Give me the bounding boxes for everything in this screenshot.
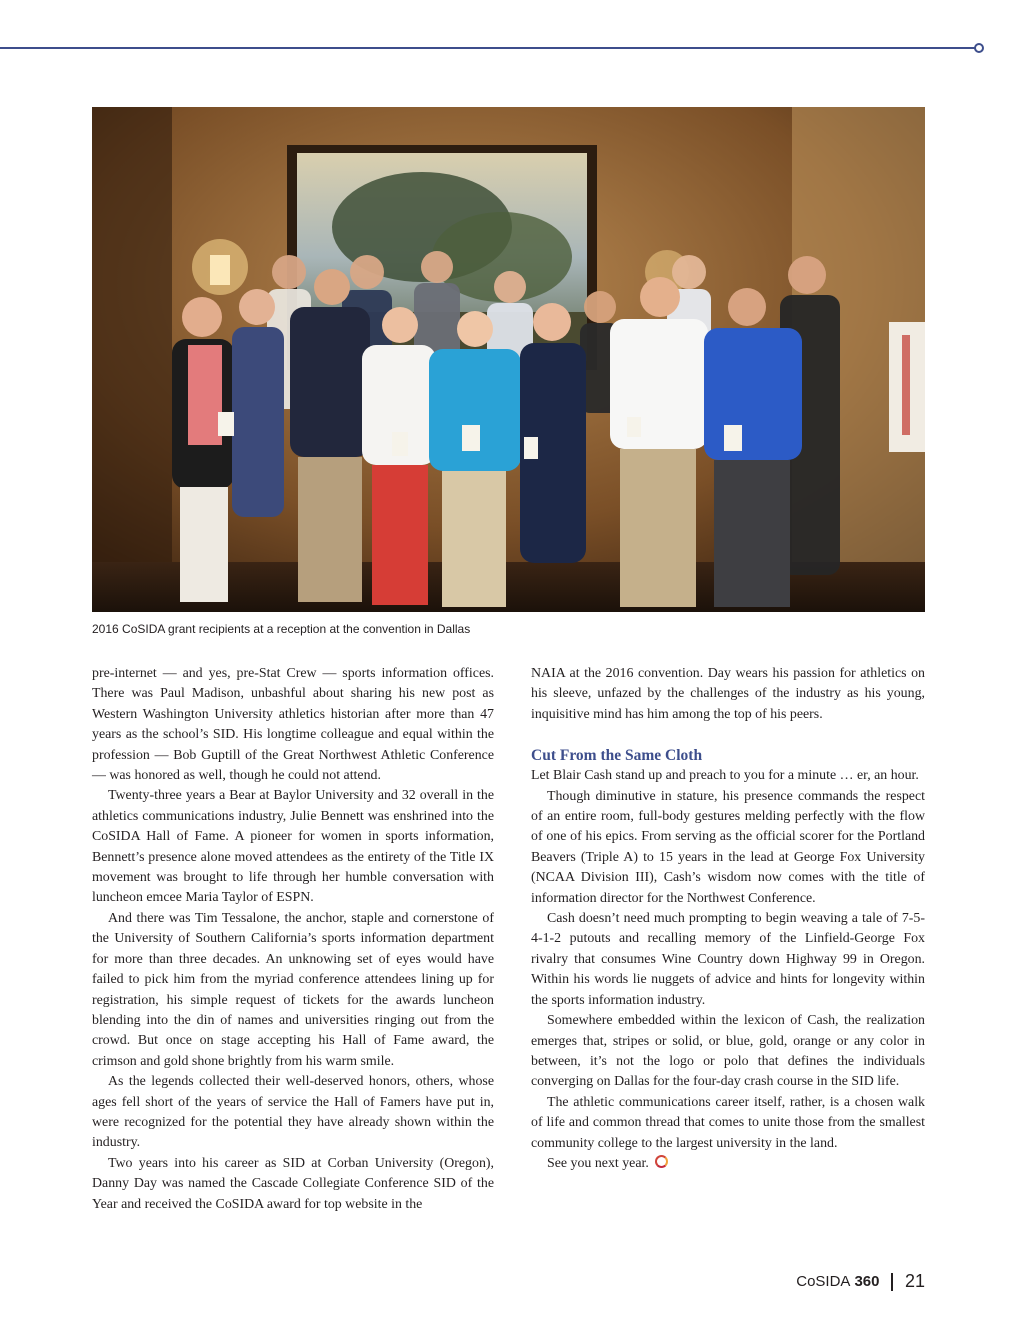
- right-intro-paragraph: NAIA at the 2016 convention. Day wears his passion for athletics on his sleeve, unfazed by the challenges of the industry as his young, inquisitive mind has him among the top of his peers.: [531, 666, 925, 722]
- footer-brand: CoSIDA: [796, 1273, 851, 1290]
- closing-text: See you next year.: [547, 1155, 649, 1171]
- footer-separator: [891, 1273, 893, 1291]
- right-paragraph-3: Cash doesn’t need much prompting to begin weaving a tale of 7-5-4-1-2 putouts and recalling memory of the Linfield-George Fox rivalry that consumes Wine Country down Highway 99 in Oregon. Within his words lie nuggets of advice and hints for longevity within the sports information industry.: [531, 911, 925, 1008]
- page-footer: [796, 1271, 925, 1292]
- group-photo: [92, 107, 925, 612]
- left-paragraph-1: pre-internet — and yes, pre-Stat Crew — sports information offices. There was Paul Madison, unbashful about sharing his new post as Western Washington University athletics historian after more than 47 years as the school’s SID. His longtime colleague and equal within the profession — Bob Guptill of the Great Northwest Athletic Conference — was honored as well, though he could not attend.: [92, 666, 494, 784]
- left-paragraph-3: And there was Tim Tessalone, the anchor, staple and cornerstone of the University of Southern California’s sports information department for more than three decades. An unknowing set of eyes would have failed to pick him from the myriad conference attendees lining up for registration, his simple request of tickets for the awards luncheon blending into the din of names and universities ringing out from the crowd. But once on stage accepting his Hall of Fame award, the crimson and gold shone brightly from his warm smile.: [92, 910, 494, 1069]
- left-paragraph-5: Two years into his career as SID at Corban University (Oregon), Danny Day was named the Cascade Collegiate Conference SID of the Year and received the CoSIDA award for top website in the: [92, 1155, 494, 1212]
- left-column: [92, 664, 494, 1215]
- right-paragraph-5: The athletic communications career itself, rather, is a chosen walk of life and common thread that comes to unite those from the smallest community college to the largest university in the land.: [531, 1094, 925, 1151]
- end-mark-icon: [655, 1155, 668, 1168]
- right-paragraph-1: Let Blair Cash stand up and preach to you for a minute … er, an hour.: [531, 768, 919, 784]
- photo-caption: 2016 CoSIDA grant recipients at a reception at the convention in Dallas: [92, 622, 471, 636]
- section-subhead: Cut From the Same Cloth: [531, 747, 703, 765]
- right-paragraph-4: Somewhere embedded within the lexicon of Cash, the realization emerges that, stripes or solid, or blue, gold, orange or any color in between, it’s not the logo or polo that defines the individuals converging on Dallas for the four-day crash course in the SID life.: [531, 1013, 925, 1090]
- top-rule: [0, 47, 976, 49]
- left-paragraph-4: As the legends collected their well-deserved honors, others, whose ages fell short of the years of service the Hall of Famers have put in, were recognized for the potential they have already shown within the industry.: [92, 1074, 494, 1151]
- page-number: 21: [904, 1271, 925, 1291]
- top-rule-endpoint: [974, 43, 984, 53]
- group-photo-illustration: [92, 107, 925, 612]
- right-paragraph-2: Though diminutive in stature, his presence commands the respect of an entire room, full-body gestures melding perfectly with the flow of one of his epics. From serving as the official scorer for the Portland Beavers (Triple A) to 15 years in the lead at George Fox University (NCAA Division III), Cash’s wisdom now comes with the title of information director for the Northwest Conference.: [531, 788, 925, 906]
- closing-paragraph: [531, 1154, 925, 1174]
- right-column: [531, 664, 925, 1174]
- left-paragraph-2: Twenty-three years a Bear at Baylor University and 32 overall in the athletics communications industry, Julie Bennett was enshrined into the CoSIDA Hall of Fame. A pioneer for women in sports information, Bennett’s presence alone moved attendees as the entirety of the Title IX movement was brought to life through her humble conversation with luncheon emcee Maria Taylor of ESPN.: [92, 788, 494, 906]
- footer-brand-number: 360: [854, 1273, 880, 1290]
